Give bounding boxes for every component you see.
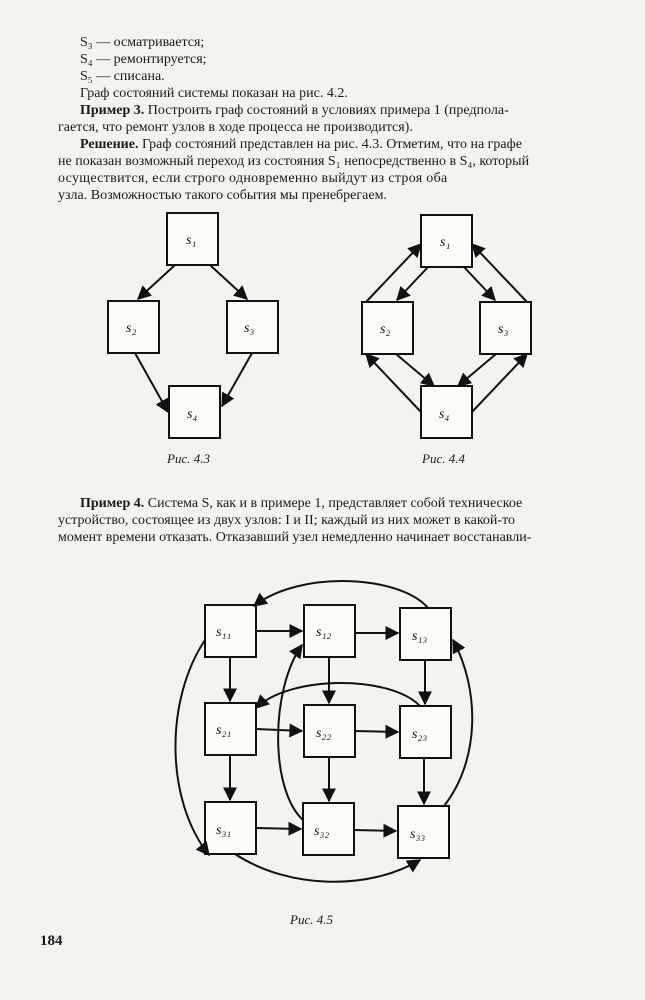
fig43-edge-s2-s4 <box>135 353 168 412</box>
figure-4-3-graph <box>108 213 278 438</box>
fig45-node-s12 <box>304 605 355 657</box>
fig43-node-s3 <box>227 301 278 353</box>
fig43-label-s3: s₃ <box>244 321 255 336</box>
fig43-edge-s3-s4 <box>222 353 252 406</box>
fig45-node-s33 <box>398 806 449 858</box>
example4-line2: устройство, состоящее из двух узлов: I и II; каждый из них может в какой-то <box>58 513 516 528</box>
example4-line1: Система S, как и в примере 1, представляет собой техническое <box>147 496 523 511</box>
example4-label: Пример 4. <box>80 496 145 511</box>
fig44-label-s3: s₃ <box>498 322 509 337</box>
fig45-edge-s31-s32 <box>256 828 301 829</box>
fig44-edge-s1-s2 <box>397 267 428 300</box>
fig44-edge-s3-s1 <box>472 244 527 302</box>
fig45-label-s22: s₂₂ <box>316 726 332 741</box>
fig43-edge-s1-s3 <box>210 265 247 299</box>
solution-line3: осуществится, если строго одновременно выйдут из строя оба <box>58 171 448 186</box>
fig44-node-s1 <box>421 215 472 267</box>
fig45-label-s33: s₃₃ <box>410 827 426 842</box>
fig45-node-s11 <box>205 605 256 657</box>
solution-label: Решение. <box>80 137 139 152</box>
fig45-node-s13 <box>400 608 451 660</box>
fig44-node-s3 <box>480 302 531 354</box>
solution-line4: узла. Возможностью такого события мы пренебрегаем. <box>58 188 387 203</box>
fig44-node-s2 <box>362 302 413 354</box>
figure-4-5-graph <box>175 581 472 882</box>
fig44-edge-s3-s4 <box>458 354 496 386</box>
fig44-label-s2: s₂ <box>380 322 391 337</box>
state-s3-line: S₃ — осматривается; <box>80 35 205 50</box>
fig45-label-s32: s₃₂ <box>314 824 330 839</box>
page-number: 184 <box>40 933 63 949</box>
fig44-edge-s4-s2 <box>366 354 421 412</box>
fig45-node-s32 <box>303 803 354 855</box>
example4-paragraph <box>58 495 600 546</box>
fig43-label-s2: s₂ <box>126 321 137 336</box>
fig43-label-s1: s₁ <box>186 233 197 248</box>
fig44-node-s4 <box>421 386 472 438</box>
solution-line1: Граф состояний представлен на рис. 4.3. Отметим, что на графе <box>141 137 522 152</box>
fig43-node-s2 <box>108 301 159 353</box>
fig45-edge-s32-s12 <box>278 645 303 820</box>
fig43-caption: Рис. 4.3 <box>167 451 210 466</box>
fig44-edge-s2-s4 <box>396 354 434 386</box>
fig45-edge-s32-s33 <box>354 830 396 831</box>
state-s4-line: S₄ — ремонтируется; <box>80 52 207 67</box>
fig45-edge-s22-s23 <box>355 731 398 732</box>
example3-line1: Построить граф состояний в условиях примера 1 (предпола- <box>147 103 509 118</box>
fig43-node-s1 <box>167 213 218 265</box>
fig45-label-s12: s₁₂ <box>316 625 332 640</box>
fig44-edge-s2-s1 <box>366 244 421 302</box>
fig44-label-s1: s₁ <box>440 235 451 250</box>
fig45-label-s31: s₃₁ <box>216 823 232 838</box>
fig44-edge-s4-s3 <box>472 354 527 412</box>
fig45-label-s13: s₁₃ <box>412 629 428 644</box>
solution-line2: не показан возможный переход из состояния S₁ непосредственно в S₄, который <box>58 154 530 169</box>
fig45-node-s21 <box>205 703 256 755</box>
fig45-caption: Рис. 4.5 <box>290 912 333 927</box>
fig45-label-s21: s₂₁ <box>216 723 232 738</box>
fig45-label-s11: s₁₁ <box>216 625 232 640</box>
example3-line2: гается, что ремонт узлов в ходе процесса не производится). <box>58 120 413 135</box>
fig45-node-s31 <box>205 802 256 854</box>
figure-4-4-graph <box>362 215 531 438</box>
fig43-label-s4: s₄ <box>187 407 198 422</box>
fig45-edge-s13-s11 <box>254 581 428 608</box>
example3-label: Пример 3. <box>80 103 145 118</box>
state-s5-line: S₅ — списана. <box>80 69 165 84</box>
fig44-caption: Рис. 4.4 <box>422 451 465 466</box>
fig45-edge-s31-s33-loop <box>235 854 420 882</box>
fig45-node-s22 <box>304 705 355 757</box>
example4-line3: момент времени отказать. Отказавший узел немедленно начинает восстанавли- <box>58 530 532 545</box>
fig45-edge-s11-s31-loop <box>175 640 209 855</box>
fig45-node-s23 <box>400 706 451 758</box>
fig44-edge-s1-s3 <box>464 267 495 300</box>
graph-reference-line: Граф состояний системы показан на рис. 4.2. <box>80 86 348 101</box>
fig43-node-s4 <box>169 386 220 438</box>
fig44-label-s4: s₄ <box>439 407 450 422</box>
fig45-label-s23: s₂₃ <box>412 727 428 742</box>
fig43-edge-s1-s2 <box>138 265 175 299</box>
